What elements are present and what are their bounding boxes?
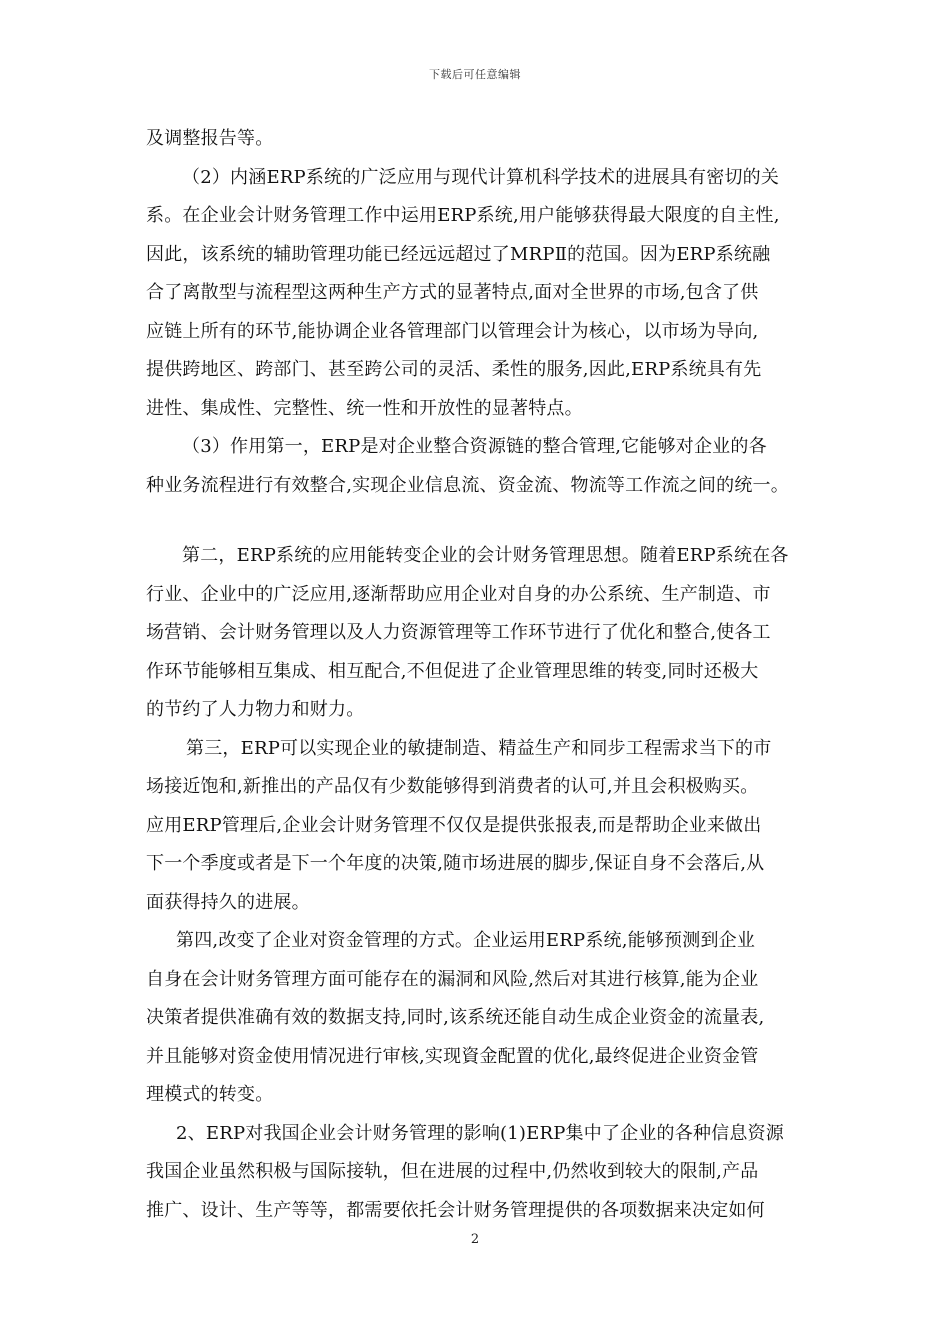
paragraph-line: 理模式的转变。 <box>146 1084 274 1105</box>
page-number: 2 <box>470 1232 480 1247</box>
paragraph-gap <box>146 505 808 537</box>
paragraph-line: （2）内涵ERP系统的广泛应用与现代计算机科学技术的进展具有密切的关 <box>182 166 780 188</box>
paragraph-line: 第三，ERP可以实现企业的敏捷制造、精益生产和同步工程需求当下的市 <box>186 737 772 759</box>
paragraph-line: 第二，ERP系统的应用能转变企业的会计财务管理思想。随着ERP系统在各 <box>182 545 789 566</box>
paragraph-line: 应用ERP管理后,企业会计财务管理不仅仅是提供张报表,而是帮助企业来做出 <box>146 814 762 836</box>
page-header: 下载后可任意编辑 <box>429 68 521 81</box>
paragraph-line: 种业务流程进行有效整合,实现企业信息流、资金流、物流等工作流之间的统一。 <box>146 474 789 496</box>
paragraph-line: 应链上所有的环节,能协调企业各管理部门以管理会计为核心，以市场为导向, <box>146 320 759 342</box>
paragraph-line: 面获得持久的进展。 <box>146 891 310 913</box>
paragraph-line: 场营销、会计财务管理以及人力资源管理等工作环节进行了优化和整合,使各工 <box>146 622 771 643</box>
paragraph-line: 作环节能够相互集成、相互配合,不但促进了企业管理思维的转变,同时还极大 <box>146 660 759 682</box>
paragraph-line: 因此，该系统的辅助管理功能已经远远超过了MRPⅡ的范国。因为ERP系统融 <box>146 243 771 265</box>
paragraph-line: 系。在企业会计财务管理工作中运用ERP系统,用户能够获得最大限度的自主性, <box>146 205 780 226</box>
paragraph-line: 2、ERP对我国企业会计财务管理的影响(1)ERP集中了企业的各种信息资源 <box>176 1122 784 1144</box>
paragraph-line: 及调整报告等。 <box>146 128 274 149</box>
paragraph-line: 的节约了人力物力和财力。 <box>146 699 365 720</box>
paragraph-line: 我国企业虽然积极与国际接轨，但在进展的过程中,仍然收到较大的限制,产品 <box>146 1161 759 1182</box>
paragraph-line: （3）作用第一，ERP是对企业整合资源链的整合管理,它能够对企业的各 <box>182 436 767 457</box>
paragraph-line: 场接近饱和,新推出的产品仅有少数能够得到消费者的认可,并且会积极购买。 <box>146 776 759 797</box>
paragraph-line: 提供跨地区、跨部门、甚至跨公司的灵活、柔性的服务,因此,ERP系统具有先 <box>146 359 762 380</box>
paragraph-line: 自身在会计财务管理方面可能存在的漏洞和风险,然后对其进行核算,能为企业 <box>146 968 759 990</box>
paragraph-line: 决策者提供准确有效的数据支持,同时,该系统还能自动生成企业资金的流量表, <box>146 1007 765 1028</box>
paragraph-line: 推广、设计、生产等等，都需要依托会计财务管理提供的各项数据来决定如何 <box>146 1199 765 1221</box>
paragraph-line: 合了离散型与流程型这两种生产方式的显著特点,面对全世界的市场,包含了供 <box>146 282 759 303</box>
paragraph-line: 第四,改变了企业对资金管理的方式。企业运用ERP系统,能够预测到企业 <box>176 930 756 951</box>
document-body <box>146 120 808 1230</box>
paragraph-line: 行业、企业中的广泛应用,逐渐帮助应用企业对自身的办公系统、生产制造、市 <box>146 583 771 605</box>
paragraph-line: 并且能够对资金使用情况进行审核,实现資金配置的优化,最终促进企业资金管 <box>146 1045 759 1067</box>
paragraph-line: 下一个季度或者是下一个年度的决策,随市场进展的脚步,保证自身不会落后,从 <box>146 853 765 874</box>
paragraph-line: 进性、集成性、完整性、统一性和开放性的显著特点。 <box>146 397 583 419</box>
